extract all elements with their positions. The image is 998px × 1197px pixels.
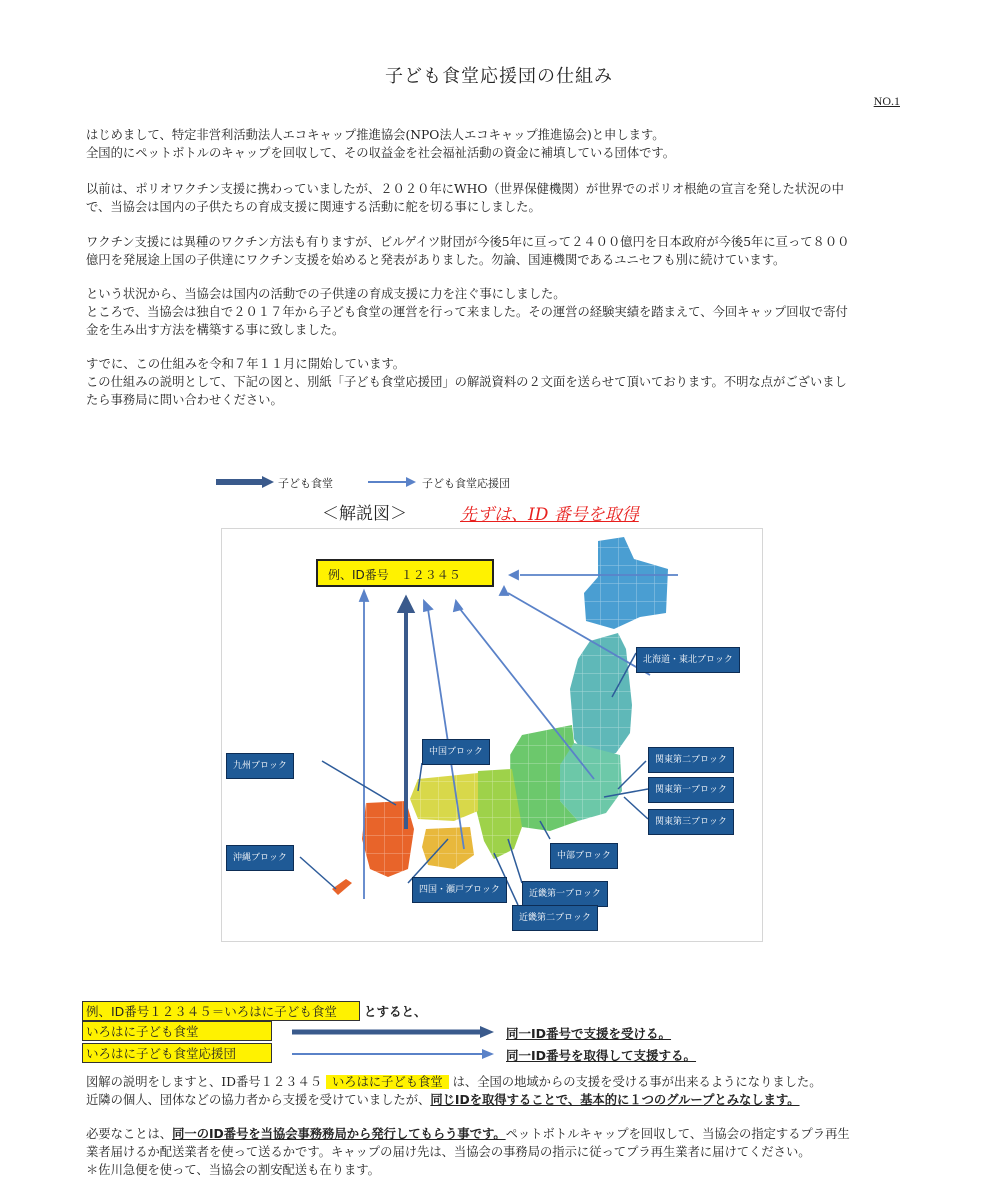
highlight-name: いろはに子ども食堂 <box>326 1075 449 1089</box>
page-title: 子ども食堂応援団の仕組み <box>385 66 613 87</box>
diagram-red-title: 先ずは、ID 番号を取得 <box>460 505 639 525</box>
kanto-region <box>558 743 622 821</box>
text-line: で、当協会は国内の子供たちの育成支援に関連する活動に舵を切る事にしました。 <box>86 200 541 214</box>
block-label-shikoku-seto: 四国・瀬戸ブロック <box>412 877 507 903</box>
block-label-kinki-1: 近畿第一ブロック <box>522 881 608 907</box>
text-span: は、全国の地域からの支援を受ける事が出来るようになりました。 <box>452 1075 822 1089</box>
okinawa-region <box>332 879 352 895</box>
block-label-okinawa: 沖縄ブロック <box>226 845 294 871</box>
example-suffix: とすると、 <box>364 1004 427 1019</box>
tohoku-region <box>570 633 632 759</box>
underlined-text: 同一のID番号を当協会事務務局から発行してもらう事です。 <box>172 1127 506 1141</box>
text-line: はじめまして、特定非営利活動法人エコキャップ推進協会(NPO法人エコキャップ推進協会)と申します。 <box>86 128 665 142</box>
block-label-chubu: 中部ブロック <box>550 843 618 869</box>
text-line: 金を生み出す方法を構築する事に致しました。 <box>86 323 345 337</box>
explain-line-1 <box>86 1073 916 1091</box>
explain-line-4: 業者届けるか配送業者を使って送るかです。キャップの届け先は、当協会の事務局の指示に従ってプラ再生業者に届けてください。 <box>86 1145 811 1159</box>
text-line: 以前は、ポリオワクチン支援に携わっていましたが、２０２０年にWHO（世界保健機関）が世界でのポリオ根絶の宣言を発した状況の中 <box>86 182 844 196</box>
block-label-chugoku: 中国ブロック <box>422 739 490 765</box>
text-line: すでに、この仕組みを令和７年１１月に開始しています。 <box>86 357 406 371</box>
text-span: ペットボトルキャップを回収して、当協会の指定するプラ再生 <box>505 1127 850 1141</box>
intro-paragraph-3 <box>86 233 906 269</box>
explain-line-3 <box>86 1125 916 1143</box>
text-line: ワクチン支援には異種のワクチン方法も有りますが、ビルゲイツ財団が今後5年に亘って２４００億円を日本政府が今後5年に亘って８００ <box>86 235 850 249</box>
legend-thin-arrow-icon <box>366 474 418 490</box>
example-thick-arrow-icon <box>290 1025 496 1039</box>
example-thin-arrow-icon <box>290 1047 496 1061</box>
shikoku-region <box>422 827 474 869</box>
example-id-box: 例、ID番号１２３４５＝いろはに子ども食堂 <box>82 1001 360 1021</box>
intro-paragraph-2 <box>86 180 906 216</box>
legend-label-oendan: 子ども食堂応援団 <box>422 477 510 490</box>
underlined-text: 同じIDを取得することで、基本的に１つのグループとみなします。 <box>430 1093 800 1107</box>
intro-paragraph-4 <box>86 285 906 339</box>
text-line: ところで、当協会は独自で２０１７年から子ども食堂の運営を行って来ました。その運営の経験実績を踏まえて、今回キャップ回収で寄付 <box>86 305 848 319</box>
text-span: 必要なことは、 <box>86 1127 173 1141</box>
block-label-kinki-2: 近畿第二ブロック <box>512 905 598 931</box>
example-result-2: 同一ID番号を取得して支援する。 <box>506 1048 697 1063</box>
text-line: 億円を発展途上国の子供達にワクチン支援を始めると発表がありました。勿論、国連機関であるユニセフも別に続けています。 <box>86 253 786 267</box>
text-line: 全国的にペットボトルのキャップを回収して、その収益金を社会福祉活動の資金に補填している団体です。 <box>86 146 676 160</box>
explanation-block <box>86 1073 916 1179</box>
intro-paragraph-5 <box>86 355 906 409</box>
block-label-hokkaido-tohoku: 北海道・東北ブロック <box>636 647 740 673</box>
hokkaido-region <box>584 537 668 629</box>
block-label-kanto-3: 関東第三ブロック <box>648 809 734 835</box>
intro-paragraph-1 <box>86 126 906 162</box>
example-oendan-box: いろはに子ども食堂応援団 <box>82 1043 272 1063</box>
block-label-kanto-2: 関東第二ブロック <box>648 747 734 773</box>
diagram-subtitle: ＜解説図＞ <box>322 504 407 524</box>
text-span: 近隣の個人、団体などの協力者から支援を受けていましたが、 <box>86 1093 431 1107</box>
explain-line-5: ＊佐川急便を使って、当協会の割安配送も在ります。 <box>86 1163 380 1177</box>
japan-block-map <box>221 528 763 942</box>
text-line: たら事務局に問い合わせください。 <box>86 393 283 407</box>
legend-label-kodomo-shokudo: 子ども食堂 <box>278 477 333 490</box>
block-label-kyushu: 九州ブロック <box>226 753 294 779</box>
text-span: 図解の説明をしますと、ID番号１２３４５ <box>86 1075 323 1089</box>
block-label-kanto-1: 関東第一ブロック <box>648 777 734 803</box>
text-line: この仕組みの説明として、下記の図と、別紙「子ども食堂応援団」の解説資料の２文面を送らせて頂いております。不明な点がございまし <box>86 375 847 389</box>
example-kodomo-shokudo-box: いろはに子ども食堂 <box>82 1021 272 1041</box>
example-result-1: 同一ID番号で支援を受ける。 <box>506 1026 672 1041</box>
text-line: という状況から、当協会は国内の活動での子供達の育成支援に力を注ぐ事にしました。 <box>86 287 566 301</box>
legend-thick-arrow-icon <box>214 474 276 490</box>
page-number: NO.1 <box>873 94 900 108</box>
id-example-box: 例、ID番号 １２３４５ <box>316 559 494 587</box>
explain-line-2 <box>86 1091 916 1109</box>
